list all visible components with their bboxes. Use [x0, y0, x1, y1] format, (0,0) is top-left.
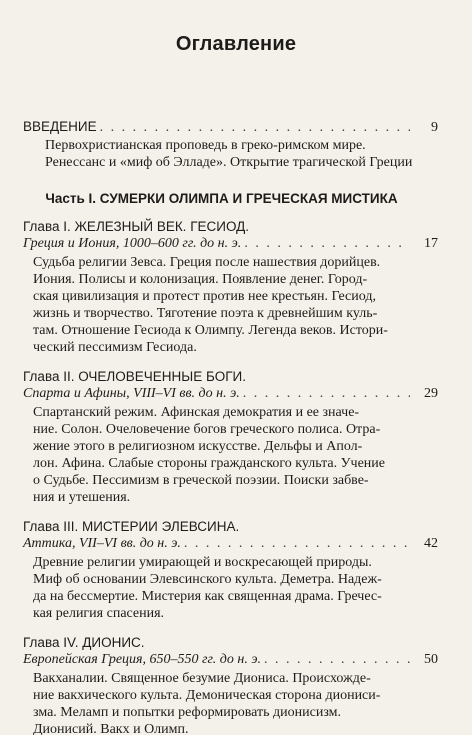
chapter-subtitle-line[interactable]	[23, 235, 438, 252]
summary-line: Вакханалии. Священное безумие Диониса. Происхожде-	[33, 671, 371, 686]
summary-line: зма. Меламп и попытки реформировать дионисизм.	[33, 705, 342, 720]
dot-leader	[184, 535, 410, 552]
summary-line: Дионисий. Вакх и Олимп.	[33, 722, 189, 735]
dot-leader	[243, 385, 410, 402]
summary-line: лон. Афина. Слабые стороны гражданского культа. Учение	[33, 456, 386, 471]
chapter-subtitle: Аттика, VII–VI вв. до н. э.	[23, 536, 181, 551]
summary-line: о Судьбе. Пессимизм в греческой поэзии. Поиски забве-	[33, 473, 369, 488]
summary-line: да на бессмертие. Мистерия как священная драма. Гречес-	[33, 589, 382, 604]
summary-line: Спартанский режим. Афинская демократия и ее значе-	[33, 405, 360, 420]
chapter-title[interactable]: Глава IV. ДИОНИС.	[23, 635, 145, 650]
chapter-2	[23, 368, 438, 506]
chapter-summary	[23, 670, 438, 735]
part-title: Часть I. СУМЕРКИ ОЛИМПА И ГРЕЧЕСКАЯ МИСТИКА	[45, 191, 398, 206]
chapter-title[interactable]: Глава III. МИСТЕРИИ ЭЛЕВСИНА.	[23, 519, 240, 534]
chapter-summary	[23, 254, 438, 356]
intro-summary	[23, 137, 438, 171]
dot-leader	[100, 119, 410, 136]
chapter-summary	[23, 554, 438, 622]
chapter-4	[23, 634, 438, 735]
summary-line: Древние религии умирающей и воскресающей природы.	[33, 555, 372, 570]
chapter-summary	[23, 404, 438, 506]
chapter-3	[23, 518, 438, 622]
chapter-1	[23, 218, 438, 356]
toc-content	[23, 118, 438, 735]
summary-line: Иония. Полисы и колонизация. Появление денег. Город-	[33, 272, 368, 287]
summary-line: там. Отношение Гесиода к Олимпу. Легенда веков. Истори-	[33, 323, 388, 338]
intro-label: ВВЕДЕНИЕ	[23, 119, 97, 134]
summary-line: Первохристианская проповедь в греко-римском мире.	[45, 138, 366, 153]
chapter-title[interactable]: Глава II. ОЧЕЛОВЕЧЕННЫЕ БОГИ.	[23, 369, 246, 384]
chapter-subtitle: Спарта и Афины, VIII–VI вв. до н. э.	[23, 386, 240, 401]
chapter-subtitle-line[interactable]	[23, 385, 438, 402]
summary-line: Миф об основании Элевсинского культа. Деметра. Надеж-	[33, 572, 382, 587]
chapter-subtitle: Греция и Иония, 1000–600 гг. до н. э.	[23, 236, 242, 251]
chapter-subtitle-line[interactable]	[23, 651, 438, 668]
summary-line: ние. Солон. Очеловечение богов греческого полиса. Отра-	[33, 422, 381, 437]
chapter-subtitle-line[interactable]	[23, 535, 438, 552]
summary-line: Судьба религии Зевса. Греция после нашествия дорийцев.	[33, 255, 381, 270]
summary-line: Ренессанс и «миф об Элладе». Открытие трагической Греции	[45, 155, 413, 170]
page-title: Оглавление	[175, 33, 297, 55]
summary-line: ская цивилизация и протест против нее крестьян. Гесиод,	[33, 289, 376, 304]
dot-leader	[244, 235, 410, 252]
summary-line: ние вакхического культа. Демоническая сторона диониси-	[33, 688, 381, 703]
chapter-page-number: 29	[424, 386, 438, 401]
intro-page-number: 9	[431, 120, 438, 135]
summary-line: жизнь и творчество. Тяготение поэта к древнейшим куль-	[33, 306, 378, 321]
chapter-page-number: 42	[424, 536, 438, 551]
summary-line: кая религия спасения.	[33, 606, 165, 621]
chapter-subtitle: Европейская Греция, 650–550 гг. до н. э.	[23, 652, 261, 667]
toc-entry-intro[interactable]	[23, 118, 438, 135]
summary-line: ния и утешения.	[33, 490, 131, 505]
chapter-page-number: 50	[424, 652, 438, 667]
summary-line: жение этого в религиозном искусстве. Дельфы и Апол-	[33, 439, 363, 454]
chapter-page-number: 17	[424, 236, 438, 251]
dot-leader	[264, 651, 410, 668]
summary-line: ческий пессимизм Гесиода.	[33, 340, 197, 355]
chapter-title[interactable]: Глава I. ЖЕЛЕЗНЫЙ ВЕК. ГЕСИОД.	[23, 219, 250, 234]
